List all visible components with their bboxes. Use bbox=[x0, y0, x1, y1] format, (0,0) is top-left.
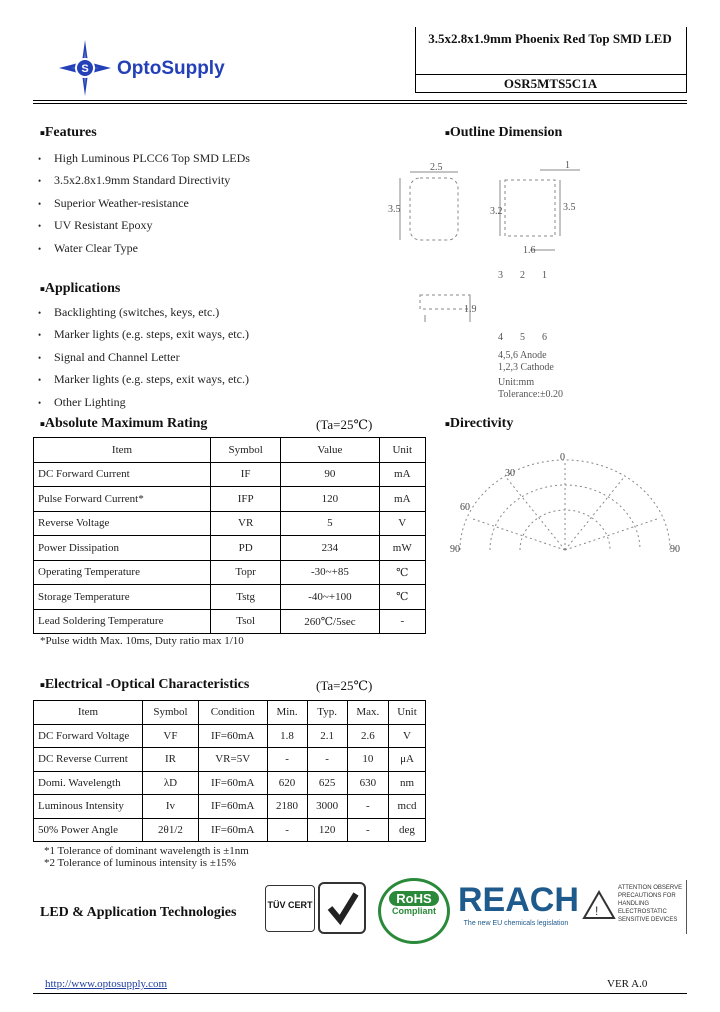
table-cell: 260℃/5sec bbox=[281, 609, 379, 634]
outline-note: 1,2,3 Cathode bbox=[498, 362, 554, 373]
esd-warning-icon bbox=[582, 890, 616, 920]
table-row bbox=[34, 795, 426, 819]
table-cell: ℃ bbox=[379, 585, 425, 610]
header-divider bbox=[33, 100, 687, 104]
table-row bbox=[34, 771, 426, 795]
table-cell: IFP bbox=[211, 487, 281, 512]
features-heading: ■Features bbox=[40, 125, 97, 140]
table-row bbox=[34, 724, 426, 748]
table-cell: - bbox=[347, 818, 388, 842]
table-row bbox=[34, 609, 426, 634]
list-item: • UV Resistant Epoxy bbox=[38, 218, 250, 240]
table-cell: Lead Soldering Temperature bbox=[34, 609, 211, 634]
table-cell: Operating Temperature bbox=[34, 560, 211, 585]
applications-list bbox=[38, 305, 249, 417]
table-cell: V bbox=[379, 511, 425, 536]
table-cell: Storage Temperature bbox=[34, 585, 211, 610]
pin-label: 6 bbox=[542, 332, 547, 343]
eoc-notes bbox=[44, 845, 249, 869]
amr-heading: ■Absolute Maximum Rating bbox=[40, 416, 208, 431]
table-cell: - bbox=[379, 609, 425, 634]
table-cell: 10 bbox=[347, 748, 388, 772]
table-row bbox=[34, 818, 426, 842]
list-item: • Marker lights (e.g. steps, exit ways, etc.) bbox=[38, 372, 249, 394]
table-cell: Domi. Wavelength bbox=[34, 771, 143, 795]
table-cell: DC Reverse Current bbox=[34, 748, 143, 772]
dim-top: 1 bbox=[565, 160, 570, 171]
dim-pad: 1.6 bbox=[523, 245, 536, 256]
outline-drawing bbox=[380, 150, 680, 405]
table-cell: 630 bbox=[347, 771, 388, 795]
table-cell: IF=60mA bbox=[198, 795, 267, 819]
list-item: • High Luminous PLCC6 Top SMD LEDs bbox=[38, 151, 250, 173]
table-row bbox=[34, 462, 426, 487]
brand-name: OptoSupply bbox=[117, 58, 225, 79]
table-row bbox=[34, 585, 426, 610]
outline-note: Unit:mm bbox=[498, 377, 535, 388]
table-row bbox=[34, 511, 426, 536]
table-cell: 2.6 bbox=[347, 724, 388, 748]
table-cell: Tsol bbox=[211, 609, 281, 634]
applications-heading: ■Applications bbox=[40, 281, 121, 296]
table-cell: 620 bbox=[267, 771, 307, 795]
list-item: • Water Clear Type bbox=[38, 241, 250, 263]
website-link[interactable]: http://www.optosupply.com bbox=[45, 978, 168, 990]
table-row bbox=[34, 748, 426, 772]
dim-thick: 1.9 bbox=[464, 304, 477, 315]
table-cell: μA bbox=[388, 748, 425, 772]
pin-label: 5 bbox=[520, 332, 525, 343]
angle-label: 30 bbox=[505, 468, 515, 479]
esd-badge: ! ATTENTION OBSERVE PRECAUTIONS FOR HANDLING ELECTROSTATIC SENSITIVE DEVICES bbox=[580, 880, 687, 934]
dim-height: 3.5 bbox=[388, 204, 401, 215]
list-item: • Other Lighting bbox=[38, 395, 249, 417]
features-list bbox=[38, 151, 250, 263]
table-cell: Topr bbox=[211, 560, 281, 585]
angle-label: 90 bbox=[670, 544, 680, 555]
table-row bbox=[34, 487, 426, 512]
table-cell: - bbox=[267, 818, 307, 842]
dim-depth: 3.2 bbox=[490, 206, 503, 217]
company-name: LED & Application Technologies bbox=[40, 905, 237, 920]
table-cell: Power Dissipation bbox=[34, 536, 211, 561]
table-cell: 625 bbox=[307, 771, 347, 795]
table-cell: PD bbox=[211, 536, 281, 561]
pin-label: 1 bbox=[542, 270, 547, 281]
document-title: 3.5x2.8x1.9mm Phoenix Red Top SMD LED bbox=[428, 31, 672, 46]
table-cell: 2.1 bbox=[307, 724, 347, 748]
tuv-badge: TÜV CERT bbox=[265, 885, 315, 932]
angle-label: 60 bbox=[460, 502, 470, 513]
version-label: VER A.0 bbox=[607, 978, 648, 990]
eoc-heading: ■Electrical -Optical Characteristics bbox=[40, 677, 250, 692]
list-item: • 3.5x2.8x1.9mm Standard Directivity bbox=[38, 173, 250, 195]
table-cell: Pulse Forward Current* bbox=[34, 487, 211, 512]
pin-label: 2 bbox=[520, 270, 525, 281]
table-cell: nm bbox=[388, 771, 425, 795]
table-cell: VR=5V bbox=[198, 748, 267, 772]
check-badge-icon bbox=[318, 882, 366, 934]
table-cell: Iv bbox=[143, 795, 199, 819]
reach-badge: REACH The new EU chemicals legislation bbox=[458, 880, 574, 936]
eoc-note: *1 Tolerance of dominant wavelength is ±1nm bbox=[44, 845, 249, 857]
directivity-heading: ■Directivity bbox=[445, 416, 514, 431]
eoc-table: Item Symbol Condition Min. Typ. Max. Unit DC Forward Voltage VF IF=60mA 1.8 2.1 2.6 V DC Reverse Current IR VR=5V - - 10 μA Domi. Wavelength λD IF=60mA 620 625 630 nm Luminous Intensity Iv IF=60mA 2180 3000 - mcd 50% Power Angle 2θ1/2 IF=60mA - 120 - deg bbox=[33, 700, 426, 842]
table-cell: IR bbox=[143, 748, 199, 772]
table-cell: 2θ1/2 bbox=[143, 818, 199, 842]
brand-logo bbox=[55, 38, 275, 98]
table-cell: IF=60mA bbox=[198, 818, 267, 842]
table-cell: - bbox=[347, 795, 388, 819]
angle-label: 90 bbox=[450, 544, 460, 555]
table-cell: 90 bbox=[281, 462, 379, 487]
amr-table: Item Symbol Value Unit DC Forward Current IF 90 mA Pulse Forward Current* IFP 120 mA Reverse Voltage VR 5 V Power Dissipation PD 234 mW Operating Temperature Topr -30~+85 ℃ Storage Temperature Tstg -40~+100 ℃ Lead Soldering Temperature Tsol 260℃/5sec - bbox=[33, 437, 426, 634]
eoc-note: *2 Tolerance of luminous intensity is ±15% bbox=[44, 857, 237, 869]
pin-label: 4 bbox=[498, 332, 503, 343]
rohs-badge: RoHS Compliant bbox=[378, 878, 450, 944]
dim-side: 3.5 bbox=[563, 202, 576, 213]
table-cell: Luminous Intensity bbox=[34, 795, 143, 819]
eoc-condition: (Ta=25℃) bbox=[316, 678, 373, 693]
amr-condition: (Ta=25℃) bbox=[316, 417, 373, 432]
table-row bbox=[34, 560, 426, 585]
list-item: • Signal and Channel Letter bbox=[38, 350, 249, 372]
table-cell: - bbox=[267, 748, 307, 772]
outline-note: 4,5,6 Anode bbox=[498, 350, 547, 361]
table-cell: 1.8 bbox=[267, 724, 307, 748]
table-cell: 120 bbox=[307, 818, 347, 842]
table-cell: 50% Power Angle bbox=[34, 818, 143, 842]
table-cell: DC Forward Voltage bbox=[34, 724, 143, 748]
table-cell: mA bbox=[379, 462, 425, 487]
angle-label: 0 bbox=[560, 452, 565, 463]
table-cell: IF=60mA bbox=[198, 724, 267, 748]
part-number: OSR5MTS5C1A bbox=[415, 74, 686, 93]
table-cell: 234 bbox=[281, 536, 379, 561]
table-cell: IF=60mA bbox=[198, 771, 267, 795]
table-cell: Reverse Voltage bbox=[34, 511, 211, 536]
table-cell: IF bbox=[211, 462, 281, 487]
table-row bbox=[34, 536, 426, 561]
table-cell: λD bbox=[143, 771, 199, 795]
table-cell: 120 bbox=[281, 487, 379, 512]
list-item: • Marker lights (e.g. steps, exit ways, etc.) bbox=[38, 327, 249, 349]
dim-width: 2.5 bbox=[430, 162, 443, 173]
amr-note: *Pulse width Max. 10ms, Duty ratio max 1/10 bbox=[40, 635, 244, 647]
table-cell: Tstg bbox=[211, 585, 281, 610]
table-cell: V bbox=[388, 724, 425, 748]
table-cell: 3000 bbox=[307, 795, 347, 819]
table-cell: -40~+100 bbox=[281, 585, 379, 610]
table-cell: 2180 bbox=[267, 795, 307, 819]
outline-heading: ■Outline Dimension bbox=[445, 125, 563, 140]
table-cell: 5 bbox=[281, 511, 379, 536]
table-cell: VF bbox=[143, 724, 199, 748]
pin-label: 3 bbox=[498, 270, 503, 281]
table-cell: mW bbox=[379, 536, 425, 561]
svg-text:!: ! bbox=[595, 904, 599, 918]
table-cell: VR bbox=[211, 511, 281, 536]
list-item: • Backlighting (switches, keys, etc.) bbox=[38, 305, 249, 327]
table-cell: deg bbox=[388, 818, 425, 842]
list-item: • Superior Weather-resistance bbox=[38, 196, 250, 218]
table-cell: - bbox=[307, 748, 347, 772]
table-cell: mA bbox=[379, 487, 425, 512]
directivity-chart bbox=[450, 448, 685, 568]
table-cell: -30~+85 bbox=[281, 560, 379, 585]
outline-note: Tolerance:±0.20 bbox=[498, 389, 564, 400]
svg-text:S: S bbox=[81, 63, 89, 75]
star-icon bbox=[55, 38, 115, 98]
footer-divider bbox=[33, 993, 687, 994]
table-cell: DC Forward Current bbox=[34, 462, 211, 487]
table-cell: mcd bbox=[388, 795, 425, 819]
table-cell: ℃ bbox=[379, 560, 425, 585]
